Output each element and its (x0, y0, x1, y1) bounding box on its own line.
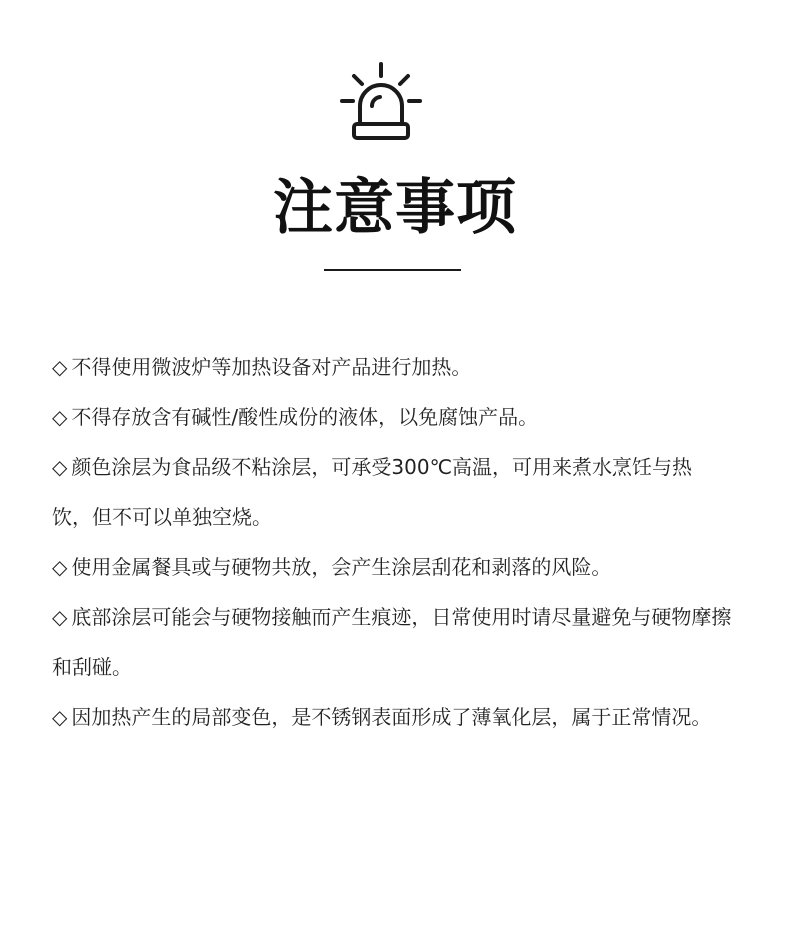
page-title: 注意事项 (273, 173, 517, 243)
title-divider (324, 269, 461, 271)
list-item (52, 442, 732, 542)
diamond-bullet-icon: ◇ (52, 605, 68, 629)
list-item (52, 542, 732, 592)
diamond-bullet-icon: ◇ (52, 705, 68, 729)
note-text: 因加热产生的局部变色，是不锈钢表面形成了薄氧化层，属于正常情况。 (71, 705, 712, 729)
notes-list (52, 342, 732, 742)
list-item (52, 692, 732, 742)
list-item (52, 392, 732, 442)
diamond-bullet-icon: ◇ (52, 355, 68, 379)
note-text: 底部涂层可能会与硬物接触而产生痕迹，日常使用时请尽量避免与硬物摩擦和刮碰。 (52, 605, 732, 679)
note-text: 不得存放含有碱性/酸性成份的液体，以免腐蚀产品。 (71, 405, 539, 429)
list-item (52, 592, 732, 692)
diamond-bullet-icon: ◇ (52, 405, 68, 429)
diamond-bullet-icon: ◇ (52, 555, 68, 579)
note-text: 颜色涂层为食品级不粘涂层，可承受300℃高温，可用来煮水烹饪与热饮，但不可以单独空烧。 (52, 455, 693, 529)
note-text: 不得使用微波炉等加热设备对产品进行加热。 (71, 355, 472, 379)
diamond-bullet-icon: ◇ (52, 455, 68, 479)
alarm-light-icon (336, 60, 426, 144)
note-text: 使用金属餐具或与硬物共放，会产生涂层刮花和剥落的风险。 (71, 555, 612, 579)
list-item (52, 342, 732, 392)
